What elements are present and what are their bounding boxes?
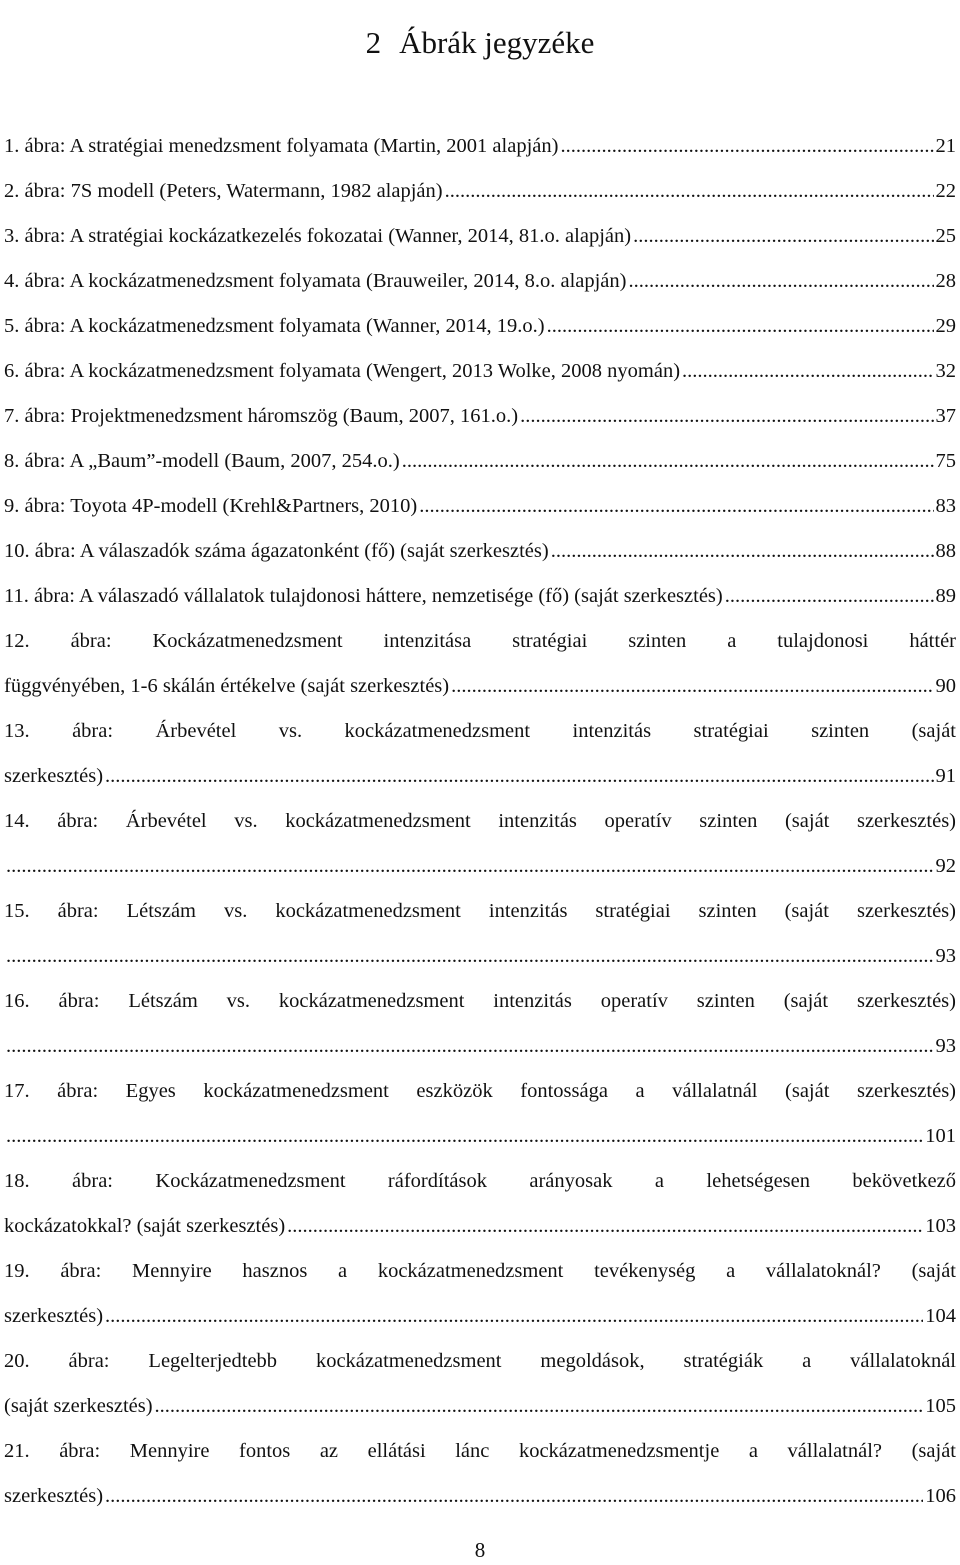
dot-leader — [419, 484, 933, 529]
dot-leader — [725, 574, 934, 619]
toc-entry-page: 21 — [935, 135, 956, 157]
toc-entry-page: 83 — [935, 495, 956, 517]
toc-entry-title: függvényében, 1-6 skálán értékelve (saját szerkesztés) — [4, 675, 450, 697]
dot-leader — [560, 124, 933, 169]
toc-entry-title: szerkesztés) — [4, 765, 104, 787]
toc-entry-page: 75 — [935, 450, 956, 472]
toc-entry[interactable] — [4, 304, 956, 349]
toc-entry[interactable] — [4, 439, 956, 484]
toc-entry-title: 8. ábra: A „Baum”-modell (Baum, 2007, 254.o.) — [4, 450, 400, 472]
dot-leader — [402, 439, 934, 484]
toc-entry-row — [4, 844, 956, 889]
toc-entry[interactable] — [4, 484, 956, 529]
toc-entry[interactable] — [4, 169, 956, 214]
toc-entry-row — [4, 529, 956, 574]
toc-entry-title: 7. ábra: Projektmenedzsment háromszög (Baum, 2007, 161.o.) — [4, 405, 519, 427]
toc-entry-page: 32 — [935, 360, 956, 382]
toc-entry-page: 22 — [935, 180, 956, 202]
toc-entry-title: 3. ábra: A stratégiai kockázatkezelés fokozatai (Wanner, 2014, 81.o. alapján) — [4, 225, 632, 247]
toc-entry-title: 5. ábra: A kockázatmenedzsment folyamata (Wanner, 2014, 19.o.) — [4, 315, 545, 337]
dot-leader — [287, 1204, 923, 1249]
toc-entry-first-line: 13. ábra: Árbevétel vs. kockázatmenedzsment intenzitás stratégiai szinten (saját — [4, 720, 956, 742]
page-number: 8 — [474, 1538, 486, 1562]
toc-entry-page: 89 — [935, 585, 956, 607]
dot-leader — [105, 754, 933, 799]
toc-entry-row — [4, 484, 956, 529]
toc-entry-title: 4. ábra: A kockázatmenedzsment folyamata (Brauweiler, 2014, 8.o. alapján) — [4, 270, 627, 292]
toc-entry[interactable] — [4, 529, 956, 574]
toc-entry-first-line: 16. ábra: Létszám vs. kockázatmenedzsment intenzitás operatív szinten (saját szerkesztés) — [4, 990, 956, 1012]
dot-leader — [682, 349, 933, 394]
dot-leader — [547, 304, 934, 349]
toc-entry[interactable] — [4, 259, 956, 304]
toc-entry-page: 103 — [925, 1215, 956, 1237]
toc-entry-title: szerkesztés) — [4, 1305, 104, 1327]
toc-entry-title: 9. ábra: Toyota 4P-modell (Krehl&Partners, 2010) — [4, 495, 418, 517]
toc-entry-page: 90 — [935, 675, 956, 697]
toc-entry[interactable] — [4, 619, 956, 709]
toc-entry-row — [4, 124, 956, 169]
dot-leader — [6, 1114, 923, 1159]
toc-entry-title: 6. ábra: A kockázatmenedzsment folyamata (Wengert, 2013 Wolke, 2008 nyomán) — [4, 360, 681, 382]
toc-entry-row — [4, 754, 956, 799]
toc-entry-page: 29 — [935, 315, 956, 337]
dot-leader — [520, 394, 933, 439]
toc-entry-title: kockázatokkal? (saját szerkesztés) — [4, 1215, 286, 1237]
toc-entry-row — [4, 664, 956, 709]
toc-entry[interactable] — [4, 214, 956, 259]
toc-entry-first-line: 14. ábra: Árbevétel vs. kockázatmenedzsment intenzitás operatív szinten (saját szerkesztés) — [4, 810, 956, 832]
section-number: 2 — [365, 24, 382, 60]
toc-entry[interactable] — [4, 979, 956, 1069]
toc-entry-row — [4, 574, 956, 619]
toc-entry[interactable] — [4, 1339, 956, 1429]
toc-entry-title: 2. ábra: 7S modell (Peters, Watermann, 1982 alapján) — [4, 180, 443, 202]
toc-entry-page: 101 — [925, 1125, 956, 1147]
dot-leader — [629, 259, 934, 304]
toc-entry-title: 10. ábra: A válaszadók száma ágazatonként (fő) (saját szerkesztés) — [4, 540, 549, 562]
toc-entry[interactable] — [4, 1429, 956, 1519]
toc-entry-row — [4, 1024, 956, 1069]
toc-entry[interactable] — [4, 1069, 956, 1159]
dot-leader — [6, 1024, 934, 1069]
toc-entry-first-line: 12. ábra: Kockázatmenedzsment intenzitása stratégiai szinten a tulajdonosi háttér — [4, 630, 956, 652]
toc-entry-row — [4, 214, 956, 259]
section-heading — [0, 21, 960, 65]
toc-entry-row — [4, 349, 956, 394]
dot-leader — [6, 934, 934, 979]
toc-entry[interactable] — [4, 394, 956, 439]
toc-entry-row — [4, 1294, 956, 1339]
toc-entry-row — [4, 1474, 956, 1519]
toc-entry-row — [4, 304, 956, 349]
toc-entry-page: 91 — [935, 765, 956, 787]
toc-entry-row — [4, 259, 956, 304]
toc-entry-page: 105 — [925, 1395, 956, 1417]
toc-entry-row — [4, 1384, 956, 1429]
toc-entry-page: 93 — [935, 1035, 956, 1057]
toc-entry-first-line: 18. ábra: Kockázatmenedzsment ráfordítások arányosak a lehetségesen bekövetkező — [4, 1170, 956, 1192]
dot-leader — [6, 844, 934, 889]
toc-entry-row — [4, 934, 956, 979]
toc-entry-first-line: 20. ábra: Legelterjedtebb kockázatmenedzsment megoldások, stratégiák a vállalatoknál — [4, 1350, 956, 1372]
toc-entry-page: 37 — [935, 405, 956, 427]
toc-entry-first-line: 17. ábra: Egyes kockázatmenedzsment eszközök fontossága a vállalatnál (saját szerkesztés) — [4, 1080, 956, 1102]
toc-entry[interactable] — [4, 349, 956, 394]
toc-entry-row — [4, 394, 956, 439]
toc-entry[interactable] — [4, 124, 956, 169]
dot-leader — [633, 214, 933, 259]
toc-entry-title: szerkesztés) — [4, 1485, 104, 1507]
dot-leader — [155, 1384, 924, 1429]
toc-entry-first-line: 21. ábra: Mennyire fontos az ellátási lánc kockázatmenedzsmentje a vállalatnál? (saját — [4, 1440, 956, 1462]
toc-entry-row — [4, 439, 956, 484]
toc-entry-first-line: 15. ábra: Létszám vs. kockázatmenedzsment intenzitás stratégiai szinten (saját szerkesztés) — [4, 900, 956, 922]
dot-leader — [105, 1294, 923, 1339]
toc-entry[interactable] — [4, 799, 956, 889]
toc-entry-title: 1. ábra: A stratégiai menedzsment folyamata (Martin, 2001 alapján) — [4, 135, 559, 157]
toc-entry-page: 25 — [935, 225, 956, 247]
dot-leader — [551, 529, 934, 574]
toc-entry-row — [4, 169, 956, 214]
toc-entry-first-line: 19. ábra: Mennyire hasznos a kockázatmenedzsment tevékenység a vállalatoknál? (saját — [4, 1260, 956, 1282]
toc-entry-page: 104 — [925, 1305, 956, 1327]
toc-entry[interactable] — [4, 574, 956, 619]
toc-entry-row — [4, 1114, 956, 1159]
list-of-figures — [4, 124, 956, 1519]
toc-entry-title: 11. ábra: A válaszadó vállalatok tulajdonosi háttere, nemzetisége (fő) (saját szerkesztés) — [4, 585, 723, 607]
dot-leader — [451, 664, 933, 709]
toc-entry[interactable] — [4, 1249, 956, 1339]
toc-entry-title: (saját szerkesztés) — [4, 1395, 153, 1417]
dot-leader — [105, 1474, 923, 1519]
toc-entry-page: 88 — [935, 540, 956, 562]
toc-entry-row — [4, 1204, 956, 1249]
toc-entry-page: 28 — [935, 270, 956, 292]
toc-entry[interactable] — [4, 1159, 956, 1249]
toc-entry-page: 92 — [935, 855, 956, 877]
toc-entry-page: 93 — [935, 945, 956, 967]
toc-entry[interactable] — [4, 709, 956, 799]
toc-entry-page: 106 — [925, 1485, 956, 1507]
dot-leader — [445, 169, 934, 214]
section-title: Ábrák jegyzéke — [399, 24, 595, 60]
toc-entry[interactable] — [4, 889, 956, 979]
